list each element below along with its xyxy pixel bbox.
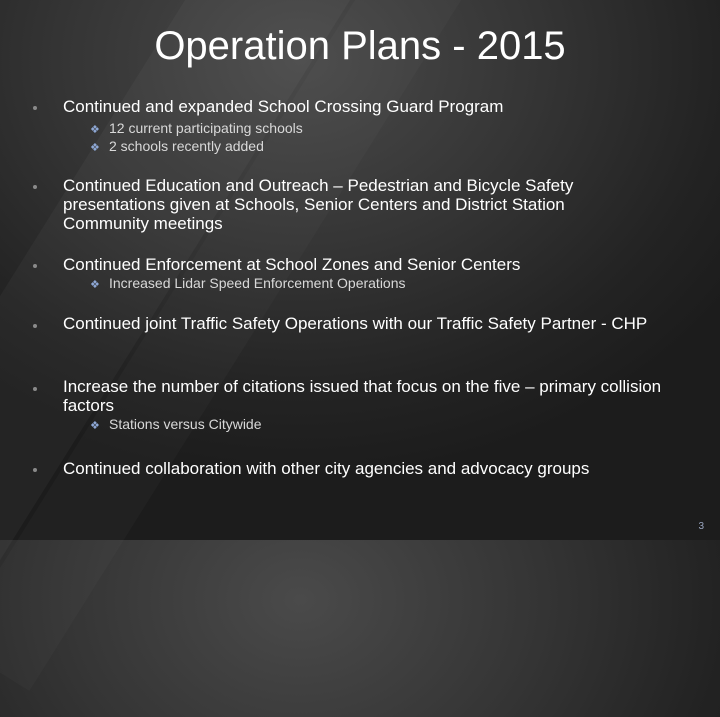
diamond-bullet-icon: ❖ xyxy=(90,420,100,432)
slide-title: Operation Plans - 2015 xyxy=(154,24,566,68)
bullet-item: Continued Enforcement at School Zones and Senior Centers xyxy=(63,255,521,274)
sub-bullet-item xyxy=(90,416,262,435)
bullet-item: Continued joint Traffic Safety Operations with our Traffic Safety Partner - CHP xyxy=(63,314,648,333)
bullet-item: Continued collaboration with other city agencies and advocacy groups xyxy=(63,459,590,478)
bullet-marker xyxy=(33,324,37,328)
bullet-item: Increase the number of citations issued that focus on the five – primary collision factors xyxy=(63,377,662,415)
bullet-item: Continued Education and Outreach – Pedestrian and Bicycle Safety presentations given at Schools, Senior Centers and District Station Community meetings xyxy=(63,176,574,233)
sub-bullet-text: Stations versus Citywide xyxy=(109,416,262,432)
diamond-bullet-icon: ❖ xyxy=(90,124,100,136)
sub-bullet-text: Increased Lidar Speed Enforcement Operations xyxy=(109,275,406,291)
diamond-bullet-icon: ❖ xyxy=(90,142,100,154)
sub-bullet-item xyxy=(90,275,406,294)
sub-bullet-text: 12 current participating schools xyxy=(109,120,303,136)
bullet-marker xyxy=(33,264,37,268)
sub-bullet-item xyxy=(90,120,303,139)
bullet-marker xyxy=(33,185,37,189)
diamond-bullet-icon: ❖ xyxy=(90,279,100,291)
sub-bullet-item xyxy=(90,138,264,157)
bullet-item: Continued and expanded School Crossing Guard Program xyxy=(63,97,504,116)
bullet-marker xyxy=(33,387,37,391)
bullet-marker xyxy=(33,106,37,110)
page-number: 3 xyxy=(698,521,704,532)
bullet-marker xyxy=(33,468,37,472)
sub-bullet-text: 2 schools recently added xyxy=(109,138,264,154)
